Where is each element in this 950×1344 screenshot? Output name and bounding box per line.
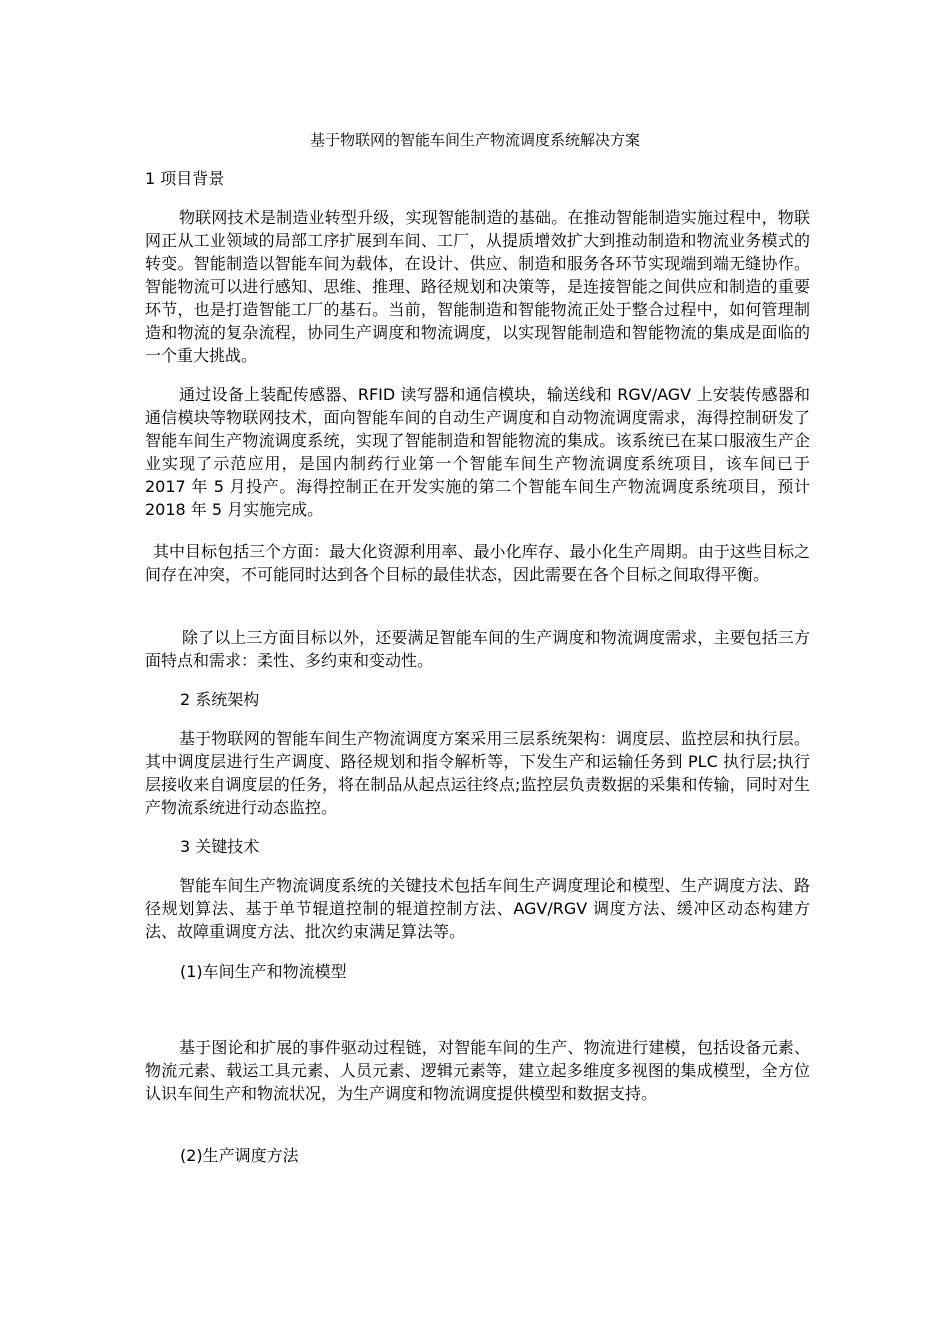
subsection-heading-model: (1)车间生产和物流模型 [180, 962, 347, 981]
document-title: 基于物联网的智能车间生产物流调度系统解决方案 [309, 131, 640, 149]
section-heading-project-background: 1 项目背景 [145, 169, 225, 188]
paragraph-model: 基于图论和扩展的事件驱动过程链，对智能车间的生产、物流进行建模，包括设备元素、物流元素、载运工具元素、人员元素、逻辑元素等，建立起多维度多视图的集成模型，全方位认识车间生产和物流状况，为生产调度和物流调度提供模型和数据支持。 [145, 1038, 810, 1103]
paragraph-haide-system: 通过设备上装配传感器、RFID 读写器和通信模块，输送线和 RGV/AGV 上安装传感器和通信模块等物联网技术，面向智能车间的自动生产调度和自动物流调度需求，海得控制研发了智能车间生产物流调度系统，实现了智能制造和智能物流的集成。该系统已在某口服液生产企业实现了示范应用，是国内制药行业第一个智能车间生产物流调度系统项目，该车间已于 2017 年 5 月投产。海得控制正在开发实施的第二个智能车间生产物流调度系统项目，预计 2018 年 5 月实施完成。 [145, 385, 810, 519]
paragraph-iot-background: 物联网技术是制造业转型升级，实现智能制造的基础。在推动智能制造实施过程中，物联网正从工业领域的局部工序扩展到车间、工厂，从提质增效扩大到推动制造和物流业务模式的转变。智能制造以智能车间为载体，在设计、供应、制造和服务各环节实现端到端无缝协作。智能物流可以进行感知、思维、推理、路径规划和决策等，是连接智能之间供应和制造的重要环节，也是打造智能工厂的基石。当前，智能制造和智能物流正处于整合过程中，如何管理制造和物流的复杂流程，协同生产调度和物流调度，以实现智能制造和智能物流的集成是面临的一个重大挑战。 [145, 208, 810, 365]
paragraph-key-technologies: 智能车间生产物流调度系统的关键技术包括车间生产调度理论和模型、生产调度方法、路径规划算法、基于单节辊道控制的辊道控制方法、AGV/RGV 调度方法、缓冲区动态构建方法、故障重调度方法、批次约束满足算法等。 [145, 876, 810, 941]
paragraph-objectives: 其中目标包括三个方面：最大化资源利用率、最小化库存、最小化生产周期。由于这些目标之间存在冲突，不可能同时达到各个目标的最佳状态，因此需要在各个目标之间取得平衡。 [145, 542, 810, 584]
subsection-heading-scheduling-method: (2)生产调度方法 [180, 1146, 299, 1165]
paragraph-requirements: 除了以上三方面目标以外，还要满足智能车间的生产调度和物流调度需求，主要包括三方面特点和需求：柔性、多约束和变动性。 [145, 628, 810, 670]
section-heading-system-architecture: 2 系统架构 [180, 690, 260, 709]
paragraph-architecture: 基于物联网的智能车间生产物流调度方案采用三层系统架构：调度层、监控层和执行层。其中调度层进行生产调度、路径规划和指令解析等，下发生产和运输任务到 PLC 执行层;执行层接收来自调度层的任务，将在制品从起点运往终点;监控层负责数据的采集和传输，同时对生产物流系统进行动态监控。 [145, 729, 810, 817]
section-heading-key-technologies: 3 关键技术 [180, 837, 260, 856]
